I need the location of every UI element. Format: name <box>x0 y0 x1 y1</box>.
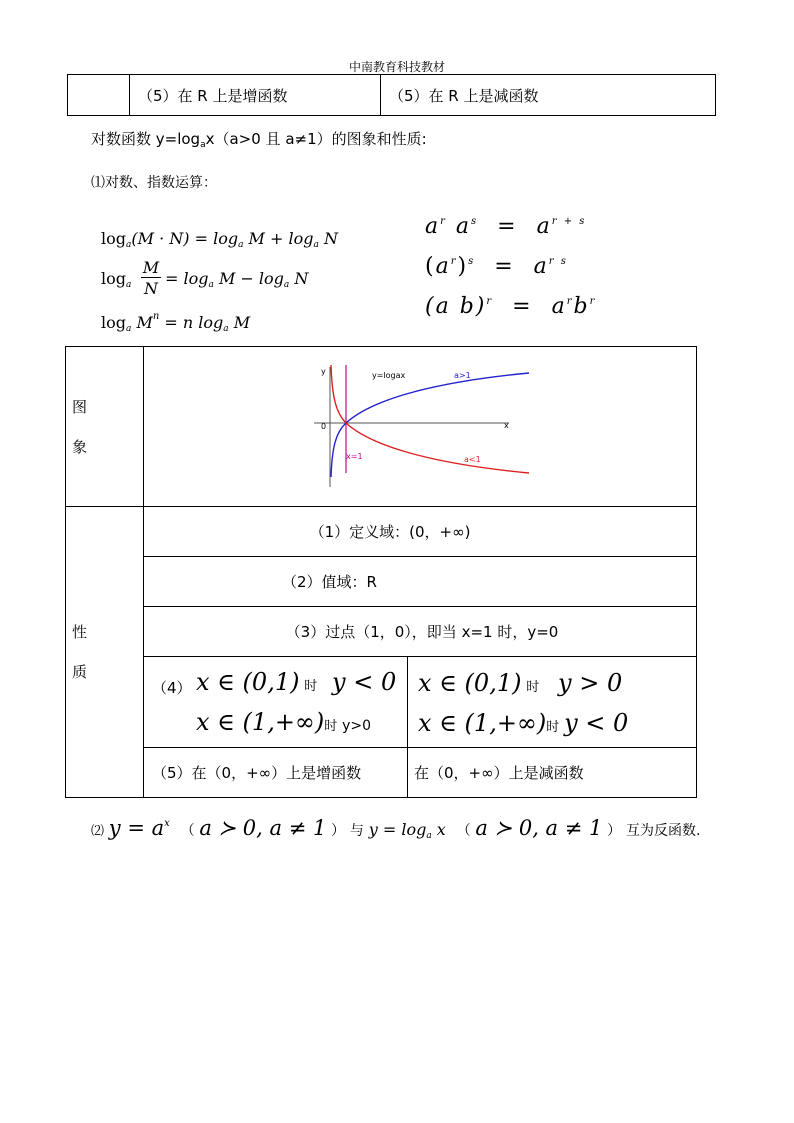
section1-title: ⑴对数、指数运算： <box>91 175 217 191</box>
decreasing-cell: （5）在 R 上是减函数 <box>381 75 716 116</box>
graph-title: y=logax <box>372 371 406 380</box>
empty-cell <box>68 75 130 116</box>
intro-line: 对数函数 $y=\log_ax(a>0$ 且 a≠1）的图象和性质: <box>91 130 427 150</box>
property-sign-increasing: （4） x ∈ (0,1) 时 y < 0 x ∈ (1,+∞)时 y>0 <box>144 657 408 748</box>
section2-line: ⑵ $y = a^x$ （ a ≻ 0, a ≠ 1 ） 与 $y = \log_a x$ （ a ≻ 0, a ≠ 1 ） 互为反函数. <box>91 816 701 841</box>
properties-row-label: 性 质 <box>66 507 144 798</box>
property-domain: （1）定义域：(0，+∞) <box>144 507 697 557</box>
x-axis-label: x <box>504 421 509 430</box>
graph-cell <box>144 347 697 507</box>
label-a-gt-1: a>1 <box>454 371 471 380</box>
exp-rule-1: $a^r$ $a^s = a^{r + s}$ <box>425 214 587 239</box>
property-monotonic-increasing: （5）在（0，+∞）上是增函数 <box>144 748 408 798</box>
y-axis-label: y <box>321 367 326 376</box>
property-sign-decreasing: x ∈ (0,1) 时 y > 0 x ∈ (1,+∞)时 y < 0 <box>408 657 697 748</box>
label-a-lt-1: a<1 <box>464 455 481 464</box>
graph-row-label: 图 象 <box>66 347 144 507</box>
property-fixed-point: （3）过点（1，0），即当 x=1 时，y=0 <box>144 607 697 657</box>
exp-rule-2: $(a^r)^s = a^{r s}$ <box>425 254 568 279</box>
exp-rule-3: (a $b)^r = a^rb^r$ <box>425 294 597 319</box>
top-continuation-table <box>67 74 716 116</box>
log-rule-3: $\log_a M^n = n$ $\log_a M$ <box>101 311 251 334</box>
label-x-equals-1: x=1 <box>346 452 363 461</box>
property-monotonic-decreasing: 在（0，+∞）上是减函数 <box>408 748 697 798</box>
log-graph <box>144 347 696 506</box>
curve-a-gt-1 <box>331 373 529 477</box>
property-range: （2）值域：R <box>144 557 697 607</box>
page-header: 中南教育科技教材 <box>348 60 445 74</box>
increasing-cell: （5）在 R 上是增函数 <box>130 75 381 116</box>
log-rule-1: $\log_a(M \cdot N) = \log_a M + \log_a N$ <box>101 229 338 250</box>
origin-label: 0 <box>321 422 327 431</box>
properties-table <box>65 346 697 798</box>
